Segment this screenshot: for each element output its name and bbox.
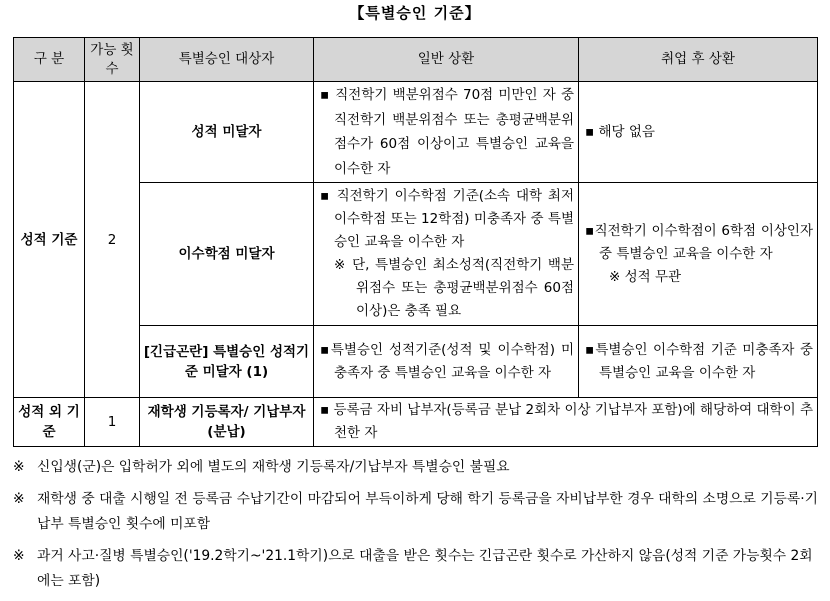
table-row <box>14 82 818 183</box>
row-general: ▪ 직전학기 이수학점 기준(소속 대학 최저이수학점 또는 12학점) 미충족자 중 특별승인 교육을 이수한 자 <box>320 188 574 250</box>
notes-list <box>13 455 819 601</box>
note-mark: ※ <box>13 548 25 564</box>
row-target: 성적 미달자 <box>140 82 314 183</box>
group-count-other: 1 <box>85 398 140 447</box>
header-category: 구 분 <box>14 38 85 82</box>
row-employed: ▪직전학기 이수학점이 6학점 이상인자 중 특별승인 교육을 이수한 자 <box>585 222 813 262</box>
row-general: ▪ 직전학기 백분위점수 70점 미만인 자 중 직전학기 백분위점수 또는 총평균백분위점수가 60점 이상이고 특별승인 교육을 이수한 자 <box>320 87 574 177</box>
row-employed-note: ※ 성적 무관 <box>609 268 682 285</box>
page-title: 【특별승인 기준】 <box>349 4 481 22</box>
note-text: 신입생(군)은 입학허가 외에 별도의 재학생 기등록자/기납부자 특별승인 불필요 <box>37 459 510 475</box>
note-text: 과거 사고·질병 특별승인('19.2학기~'21.1학기)으로 대출을 받은 횟수는 긴급곤란 횟수로 가산하지 않음(성적 기준 가능횟수 2회에는 포함) <box>37 548 813 589</box>
row-target: 재학생 기등록자/ 기납부자(분납) <box>140 398 314 447</box>
header-general: 일반 상환 <box>314 38 579 82</box>
table-header-row <box>14 38 818 82</box>
group-label-grade: 성적 기준 <box>14 82 85 398</box>
note-item <box>13 487 819 537</box>
note-mark: ※ <box>13 459 25 475</box>
row-target: [긴급곤란] 특별승인 성적기준 미달자 (1) <box>140 326 314 398</box>
header-target: 특별승인 대상자 <box>140 38 314 82</box>
note-mark: ※ <box>13 491 25 507</box>
table-row <box>14 398 818 447</box>
header-employed: 취업 후 상환 <box>579 38 818 82</box>
header-count: 가능 횟수 <box>85 38 140 82</box>
note-item <box>13 455 819 480</box>
note-item <box>13 544 819 594</box>
row-employed: ▪ 해당 없음 <box>585 123 655 140</box>
group-label-other: 성적 외 기준 <box>14 398 85 447</box>
row-general: ▪ 등록금 자비 납부자(등록금 분납 2회차 이상 기납부자 포함)에 해당하여 대학이 추천한 자 <box>320 402 813 441</box>
criteria-table <box>13 37 818 447</box>
row-target: 이수학점 미달자 <box>140 183 314 326</box>
group-count-grade: 2 <box>85 82 140 398</box>
note-text: 재학생 중 대출 시행일 전 등록금 수납기간이 마감되어 부득이하게 당해 학기 등록금을 자비납부한 경우 대학의 소명으로 기등록·기납부 특별승인 횟수에 미포함 <box>37 491 818 532</box>
row-general-note: ※ 단, 특별승인 최소성적(직전학기 백분위점수 또는 총평균백분위점수 60점 이상)은 충족 필요 <box>334 257 574 319</box>
row-general: ▪특별승인 성적기준(성적 및 이수학점) 미충족자 중 특별승인 교육을 이수한 자 <box>320 341 574 381</box>
row-employed: ▪특별승인 이수학점 기준 미충족자 중 특별승인 교육을 이수한 자 <box>585 341 813 381</box>
